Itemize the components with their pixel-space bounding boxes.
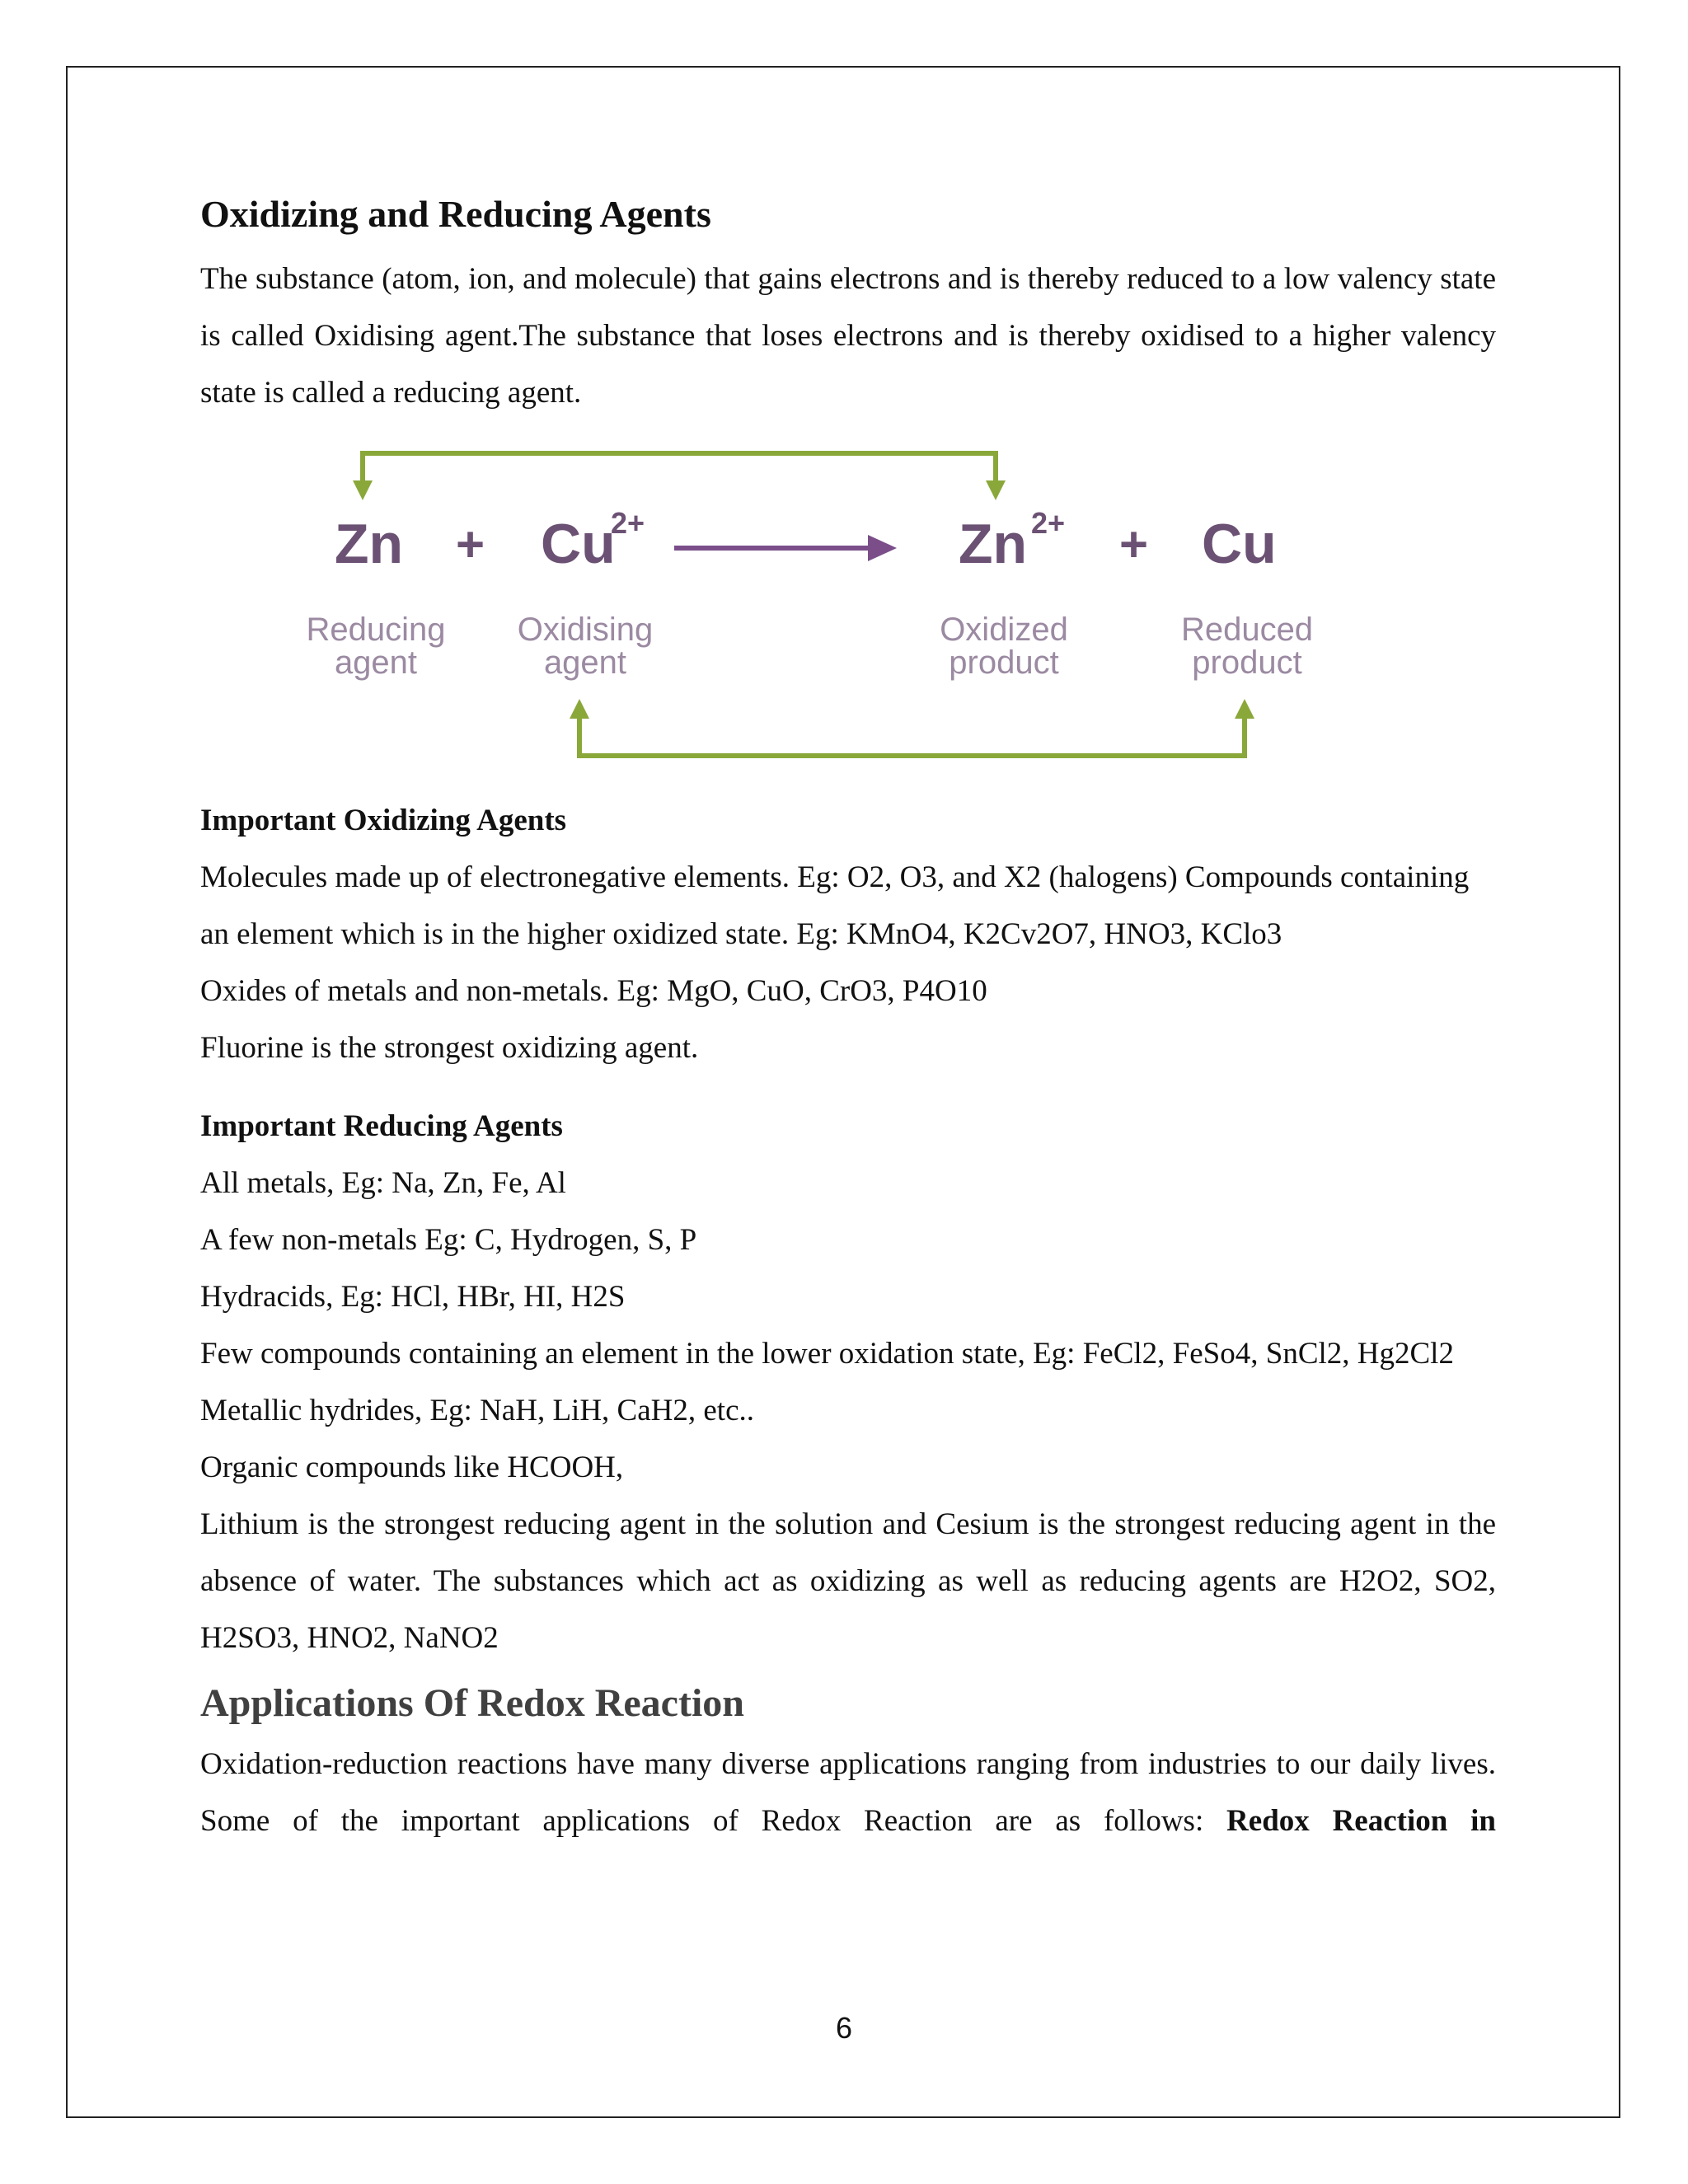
reducing-line-hydracids: Hydracids, Eg: HCl, HBr, HI, H2S bbox=[200, 1279, 626, 1314]
top-bracket-line bbox=[363, 453, 996, 486]
product-zn-charge: 2+ bbox=[1031, 505, 1066, 540]
label-reducing-agent-line1: Reducing bbox=[306, 611, 446, 648]
label-reduced-product-line1: Reduced bbox=[1180, 611, 1314, 648]
top-arrowhead-right bbox=[986, 480, 1006, 500]
product-zn: Zn bbox=[959, 512, 1028, 575]
reactant-cu: Cu bbox=[541, 512, 616, 575]
applications-paragraph bbox=[200, 1736, 1496, 1849]
heading-important-reducing-agents: Important Reducing Agents bbox=[200, 1108, 563, 1143]
heading-oxidizing-reducing-agents: Oxidizing and Reducing Agents bbox=[200, 193, 711, 235]
reaction-arrowhead bbox=[868, 535, 897, 561]
reducing-paragraph-lithium: Lithium is the strongest reducing agent in the solution and Cesium is the strongest reducing agent in the absence of water. The substances which act as oxidizing as well as reducing agents are H2O2, SO2, H2SO3, HNO2, NaNO2 bbox=[200, 1507, 1496, 1655]
page-content bbox=[200, 190, 1496, 1849]
heading-important-oxidizing-agents: Important Oxidizing Agents bbox=[200, 803, 567, 837]
reactant-cu-charge: 2+ bbox=[611, 505, 645, 540]
bottom-bracket-line bbox=[579, 713, 1245, 756]
oxidizing-line-oxides: Oxides of metals and non-metals. Eg: MgO, CuO, CrO3, P4O10 bbox=[200, 973, 987, 1008]
label-oxidising-agent-line1: Oxidising bbox=[517, 611, 654, 648]
applications-paragraph-text: Oxidation-reduction reactions have many diverse applications ranging from industries to our daily lives. Some of the important applications of Redox Reaction are as follows: bbox=[200, 1747, 1496, 1839]
label-oxidising-agent-line2: agent bbox=[543, 644, 627, 681]
redox-diagram bbox=[200, 433, 1496, 787]
applications-paragraph-bold-tail: Redox Reaction in bbox=[1226, 1804, 1496, 1839]
plus-sign-2: + bbox=[1119, 516, 1149, 572]
top-arrowhead-left bbox=[353, 480, 373, 500]
reactant-zn: Zn bbox=[335, 512, 404, 575]
product-cu: Cu bbox=[1202, 512, 1277, 575]
plus-sign-1: + bbox=[456, 516, 485, 572]
label-oxidized-product-line2: product bbox=[949, 644, 1059, 681]
oxidizing-paragraph: Molecules made up of electronegative elements. Eg: O2, O3, and X2 (halogens) Compounds containing an element which is in the higher oxidized state. Eg: KMnO4, K2Cv2O7, HNO3, KClo3 bbox=[200, 860, 1470, 951]
reducing-line-organic: Organic compounds like HCOOH, bbox=[200, 1450, 624, 1484]
bottom-arrowhead-left bbox=[570, 699, 589, 719]
reducing-line-hydrides: Metallic hydrides, Eg: NaH, LiH, CaH2, etc.. bbox=[200, 1393, 754, 1427]
label-reducing-agent-line2: agent bbox=[334, 644, 418, 681]
label-oxidized-product-line1: Oxidized bbox=[940, 611, 1068, 648]
heading-applications-redox: Applications Of Redox Reaction bbox=[200, 1680, 744, 1725]
label-reduced-product-line2: product bbox=[1192, 644, 1302, 681]
reducing-line-metals: All metals, Eg: Na, Zn, Fe, Al bbox=[200, 1165, 566, 1200]
oxidizing-line-fluorine: Fluorine is the strongest oxidizing agent. bbox=[200, 1030, 699, 1065]
reducing-line-nonmetals: A few non-metals Eg: C, Hydrogen, S, P bbox=[200, 1222, 697, 1257]
intro-paragraph: The substance (atom, ion, and molecule) that gains electrons and is thereby reduced to a low valency state is called Oxidising agent.The substance that loses electrons and is thereby oxidised to a higher valency state is called a reducing agent. bbox=[200, 261, 1496, 410]
bottom-arrowhead-right bbox=[1235, 699, 1254, 719]
page-number: 6 bbox=[835, 2011, 853, 2045]
reducing-line-compounds: Few compounds containing an element in the lower oxidation state, Eg: FeCl2, FeSo4, SnCl2, Hg2Cl2 bbox=[200, 1336, 1454, 1371]
